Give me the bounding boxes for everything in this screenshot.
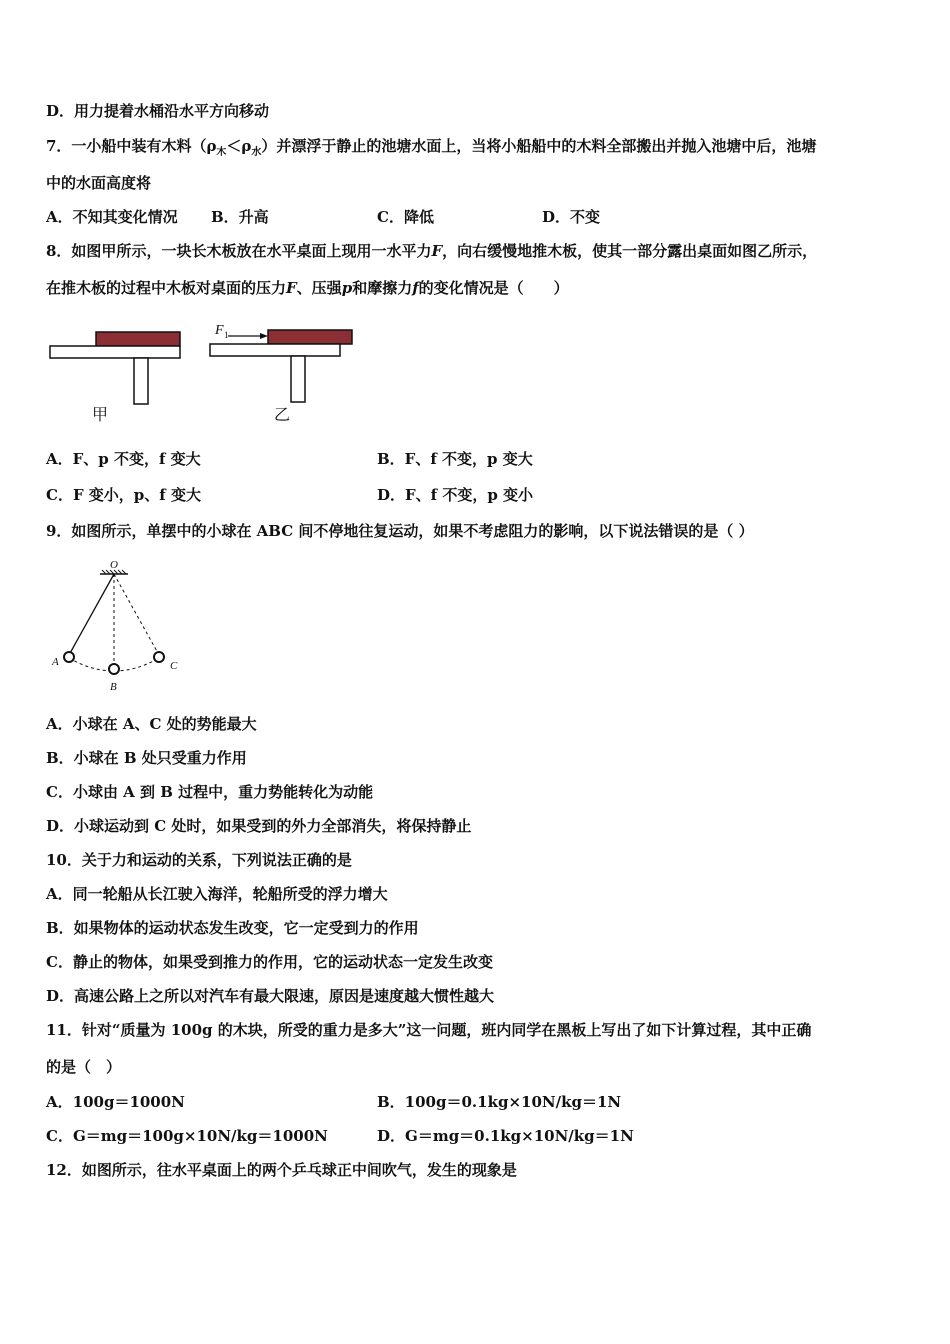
q7-option-a: A．不知其变化情况 — [46, 208, 178, 226]
q7-option-d: D．不变 — [542, 208, 601, 226]
q11-option-a: A．100g＝1000N — [46, 1093, 185, 1111]
q11-stem: 11．针对“质量为 100g 的木块，所受的重力是多大”这一问题，班内同学在黑板上写出了如下计算过程，其中正确 — [46, 1021, 812, 1039]
q8-stem-part: ，向右缓慢地推木板，使其一部分露出桌面如图乙所示， — [442, 242, 818, 260]
q12-stem: 12．如图所示，往水平桌面上的两个乒乓球正中间吹气，发生的现象是 — [46, 1161, 517, 1179]
q8-option-b: B．F、f 不变，p 变大 — [377, 450, 533, 468]
q8-stem-part: 的变化情况是（ ） — [418, 279, 569, 297]
q9-option-c: C．小球由 A 到 B 过程中，重力势能转化为动能 — [46, 783, 374, 801]
q9-ball-a — [64, 652, 74, 662]
q9-label-a: A — [52, 656, 59, 668]
q8-table-top-yi — [210, 344, 340, 356]
q7-stem-part: 7．一小船中装有木料（ρ — [46, 137, 217, 155]
q9-string-a — [69, 574, 114, 655]
q8-force-sub: 1 — [224, 330, 229, 340]
q10-stem: 10．关于力和运动的关系，下列说法正确的是 — [46, 851, 352, 869]
q7-stem-line2: 中的水面高度将 — [46, 174, 152, 192]
q9-pendulum-figure — [44, 556, 194, 698]
q11-option-d: D．G＝mg＝0.1kg×10N/kg＝1N — [377, 1127, 634, 1145]
q7-stem-part: ＜ρ — [226, 137, 252, 155]
q11-option-b: B．100g＝0.1kg×10N/kg＝1N — [377, 1093, 622, 1111]
q7-stem-part: ）并漂浮于静止的池塘水面上，当将小船船中的木料全部搬出并抛入池塘中后，池塘 — [261, 137, 817, 155]
q9-label-c: C — [170, 660, 178, 672]
q8-fig-label-yi: 乙 — [274, 407, 291, 424]
q8-board-jia — [96, 332, 180, 346]
q8-var-F: F — [431, 242, 443, 260]
q9-ball-c — [154, 652, 164, 662]
q8-var-p: p — [341, 279, 353, 297]
q8-stem-part: 和摩擦力 — [352, 279, 413, 297]
q8-force-label: F — [215, 323, 224, 338]
q10-option-c: C．静止的物体，如果受到推力的作用，它的运动状态一定发生改变 — [46, 953, 493, 971]
q8-var-f: f — [412, 279, 419, 297]
q7-sub-wood: 木 — [216, 147, 227, 158]
q8-option-a: A．F、p 不变，f 变大 — [46, 450, 201, 468]
q9-ball-b — [109, 664, 119, 674]
q11-option-c: C．G＝mg＝100g×10N/kg＝1000N — [46, 1127, 328, 1145]
q9-string-c — [114, 574, 159, 655]
q8-fig-label-jia: 甲 — [92, 407, 109, 424]
q8-table-top-jia — [50, 346, 180, 358]
q9-stem: 9．如图所示，单摆中的小球在 ABC 间不停地往复运动，如果不考虑阻力的影响，以下说法错误的是（ ） — [46, 522, 754, 540]
q8-stem-part: 、压强 — [296, 279, 342, 297]
q8-var-F: F — [286, 279, 297, 297]
q11-stem-line2: 的是（ ） — [46, 1058, 122, 1076]
q7-stem — [46, 136, 816, 163]
q9-label-b: B — [110, 681, 117, 693]
q7-option-b: B．升高 — [211, 208, 269, 226]
q8-board-yi — [268, 330, 352, 344]
q8-table-leg-jia — [134, 358, 148, 404]
q8-option-c: C．F 变小，p、f 变大 — [46, 486, 201, 504]
q10-option-a: A．同一轮船从长江驶入海洋，轮船所受的浮力增大 — [46, 885, 388, 903]
q8-stem-part: 在推木板的过程中木板对桌面的压力 — [46, 279, 287, 297]
q8-force-arrowhead — [260, 333, 268, 339]
q8-figure — [44, 318, 364, 430]
q8-table-leg-yi — [291, 356, 305, 402]
q10-option-b: B．如果物体的运动状态发生改变，它一定受到力的作用 — [46, 919, 419, 937]
q7-option-c: C．降低 — [377, 208, 434, 226]
q8-option-d: D．F、f 不变，p 变小 — [377, 486, 534, 504]
q7-sub-water: 水 — [251, 147, 262, 158]
q8-stem — [46, 241, 817, 261]
q8-stem-part: 8．如图甲所示，一块长木板放在水平桌面上现用一水平力 — [46, 242, 432, 260]
q9-option-a: A．小球在 A、C 处的势能最大 — [46, 715, 257, 733]
q9-option-b: B．小球在 B 处只受重力作用 — [46, 749, 247, 767]
q9-label-o: O — [110, 559, 118, 571]
q6-option-d: D．用力提着水桶沿水平方向移动 — [46, 102, 270, 120]
q10-option-d: D．高速公路上之所以对汽车有最大限速，原因是速度越大惯性越大 — [46, 987, 495, 1005]
q9-option-d: D．小球运动到 C 处时，如果受到的外力全部消失，将保持静止 — [46, 817, 472, 835]
q8-stem-line2 — [46, 278, 569, 298]
